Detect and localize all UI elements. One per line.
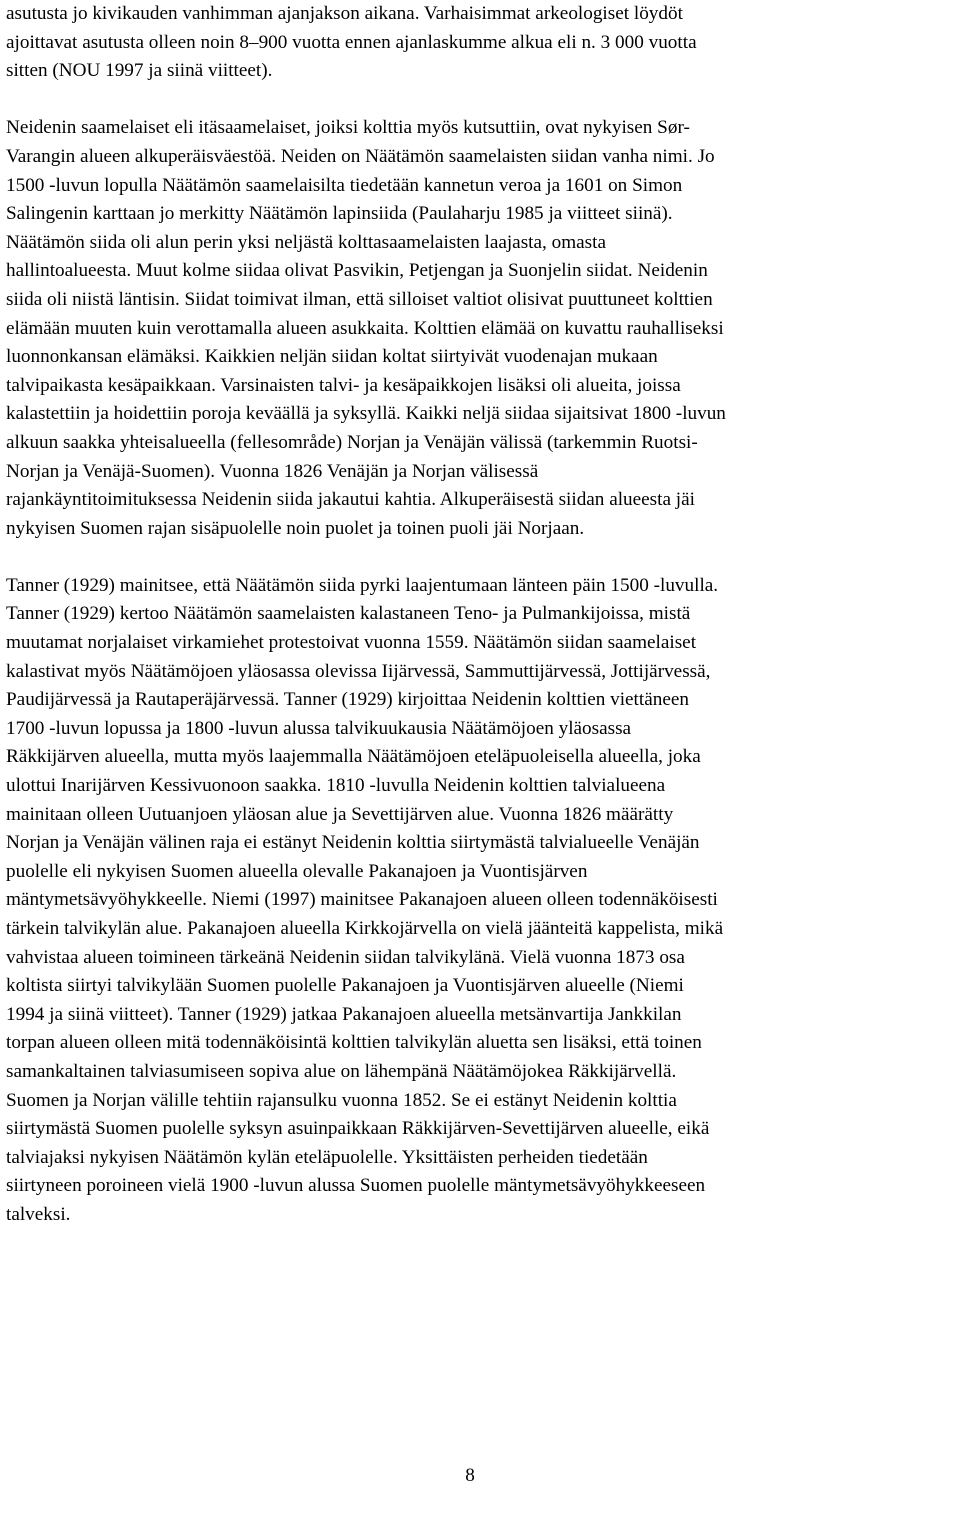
text-line: puolelle eli nykyisen Suomen alueella olevalle Pakanajoen ja Vuontisjärven xyxy=(6,860,588,882)
text-line: nykyisen Suomen rajan sisäpuolelle noin puolet ja toinen puoli jäi Norjaan. xyxy=(6,517,585,539)
text-line: Tanner (1929) kertoo Näätämön saamelaisten kalastaneen Teno- ja Pulmankijoissa, mistä xyxy=(6,603,691,625)
text-line: vahvistaa alueen toimineen tärkeänä Neidenin siidan talvikylänä. Vielä vuonna 1873 osa xyxy=(6,946,685,968)
text-line: siirtymästä Suomen puolelle syksyn asuinpaikkaan Räkkijärven-Sevettijärven alueelle, eikä xyxy=(6,1118,710,1140)
text-line: luonnonkansan elämäksi. Kaikkien neljän siidan koltat siirtyivät vuodenajan mukaan xyxy=(6,346,658,368)
text-line: talveksi. xyxy=(6,1203,71,1225)
text-line: alkuun saakka yhteisalueella (fellesområde) Norjan ja Venäjän välissä (tarkemmin Ruotsi- xyxy=(6,431,698,453)
text-line: kalastettiin ja hoidettiin poroja keväällä ja syksyllä. Kaikki neljä siidaa sijaitsivat 1800 -luvun xyxy=(6,403,726,425)
paragraph-2 xyxy=(6,114,956,543)
text-line: siida oli niistä läntisin. Siidat toimivat ilman, että silloiset valtiot olisivat puuttuneet kolttien xyxy=(6,288,713,310)
text-line: kalastivat myös Näätämöjoen yläosassa olevissa Iijärvessä, Sammuttijärvessä, Jottijärvessä, xyxy=(6,660,711,682)
paragraph-1 xyxy=(6,0,956,86)
text-line: mainitaan olleen Uutuanjoen yläosan alue ja Sevettijärven alue. Vuonna 1826 määrätty xyxy=(6,803,674,825)
text-line: 1700 -luvun lopussa ja 1800 -luvun alussa talvikuukausia Näätämöjoen yläosassa xyxy=(6,717,632,739)
text-line: rajankäyntitoimituksessa Neidenin siida jakautui kahtia. Alkuperäisestä siidan alueesta jäi xyxy=(6,489,695,511)
text-line: 1994 ja siinä viitteet). Tanner (1929) jatkaa Pakanajoen alueella metsänvartija Jankkilan xyxy=(6,1003,682,1025)
text-line: Suomen ja Norjan välille tehtiin rajansulku vuonna 1852. Se ei estänyt Neidenin kolttia xyxy=(6,1089,677,1111)
text-line: Räkkijärven alueella, mutta myös laajemmalla Näätämöjoen eteläpuoleisella alueella, joka xyxy=(6,746,701,768)
text-line: tärkein talvikylän alue. Pakanajoen alueella Kirkkojärvella on vielä jäänteitä kappelista, mikä xyxy=(6,918,724,939)
text-line: torpan alueen olleen mitä todennäköisintä kolttien talvikylän aluetta sen lisäksi, että toinen xyxy=(6,1032,702,1054)
paragraph-spacer xyxy=(6,86,956,115)
text-line: asutusta jo kivikauden vanhimman ajanjakson aikana. Varhaisimmat arkeologiset löydöt xyxy=(6,3,683,24)
text-line: 1500 -luvun lopulla Näätämön saamelaisilta tiedetään kannetun veroa ja 1601 on Simon xyxy=(6,174,683,196)
text-line: Tanner (1929) mainitsee, että Näätämön siida pyrki laajentumaan länteen päin 1500 -luvulla. xyxy=(6,574,719,596)
text-line: Näätämön siida oli alun perin yksi neljästä kolttasaamelaisten laajasta, omasta xyxy=(6,231,606,253)
text-line: Norjan ja Venäjän välinen raja ei estänyt Neidenin kolttia siirtymästä talvialueelle Venäjän xyxy=(6,832,700,854)
text-line: Norjan ja Venäjä-Suomen). Vuonna 1826 Venäjän ja Norjan välisessä xyxy=(6,460,539,482)
text-line: hallintoalueesta. Muut kolme siidaa olivat Pasvikin, Petjengan ja Suonjelin siidat. Neidenin xyxy=(6,260,708,282)
paragraph-3 xyxy=(6,572,956,1230)
document-page xyxy=(6,0,956,1230)
page-number: 8 xyxy=(465,1465,475,1486)
text-line: samankaltainen talviasumiseen sopiva alue on lähempänä Näätämöjokea Räkkijärvellä. xyxy=(6,1060,677,1082)
text-line: Varangin alueen alkuperäisväestöä. Neiden on Näätämön saamelaisten siidan vanha nimi. Jo xyxy=(6,145,715,167)
text-line: koltista siirtyi talvikylään Suomen puolelle Pakanajoen ja Vuontisjärven alueelle (Niemi xyxy=(6,975,684,997)
text-line: elämään muuten kuin verottamalla alueen asukkaita. Kolttien elämää on kuvattu rauhalliseksi xyxy=(6,317,724,339)
text-line: sitten (NOU 1997 ja siinä viitteet). xyxy=(6,60,273,82)
text-line: Neidenin saamelaiset eli itäsaamelaiset, joiksi kolttia myös kutsuttiin, ovat nykyisen Sør- xyxy=(6,117,690,139)
text-line: ajoittavat asutusta olleen noin 8–900 vuotta ennen ajanlaskumme alkua eli n. 3 000 vuotta xyxy=(6,31,697,53)
text-line: siirtyneen poroineen vielä 1900 -luvun alussa Suomen puolelle mäntymetsävyöhykkeeseen xyxy=(6,1175,706,1197)
text-line: talvipaikasta kesäpaikkaan. Varsinaisten talvi- ja kesäpaikkojen lisäksi oli alueita, joissa xyxy=(6,374,681,396)
text-line: Paudijärvessä ja Rautaperäjärvessä. Tanner (1929) kirjoittaa Neidenin kolttien viettäneen xyxy=(6,689,689,711)
text-line: ulottui Inarijärven Kessivuonoon saakka. 1810 -luvulla Neidenin kolttien talvialueena xyxy=(6,775,666,797)
text-line: talviajaksi nykyisen Näätämön kylän eteläpuolelle. Yksittäisten perheiden tiedetään xyxy=(6,1146,648,1168)
text-line: Salingenin karttaan jo merkitty Näätämön lapinsiida (Paulaharju 1985 ja viitteet siinä). xyxy=(6,203,673,225)
paragraph-spacer xyxy=(6,543,956,572)
text-line: mäntymetsävyöhykkeelle. Niemi (1997) mainitsee Pakanajoen alueen olleen todennäköisesti xyxy=(6,889,718,911)
text-line: muutamat norjalaiset virkamiehet protestoivat vuonna 1559. Näätämön siidan saamelaiset xyxy=(6,632,697,654)
